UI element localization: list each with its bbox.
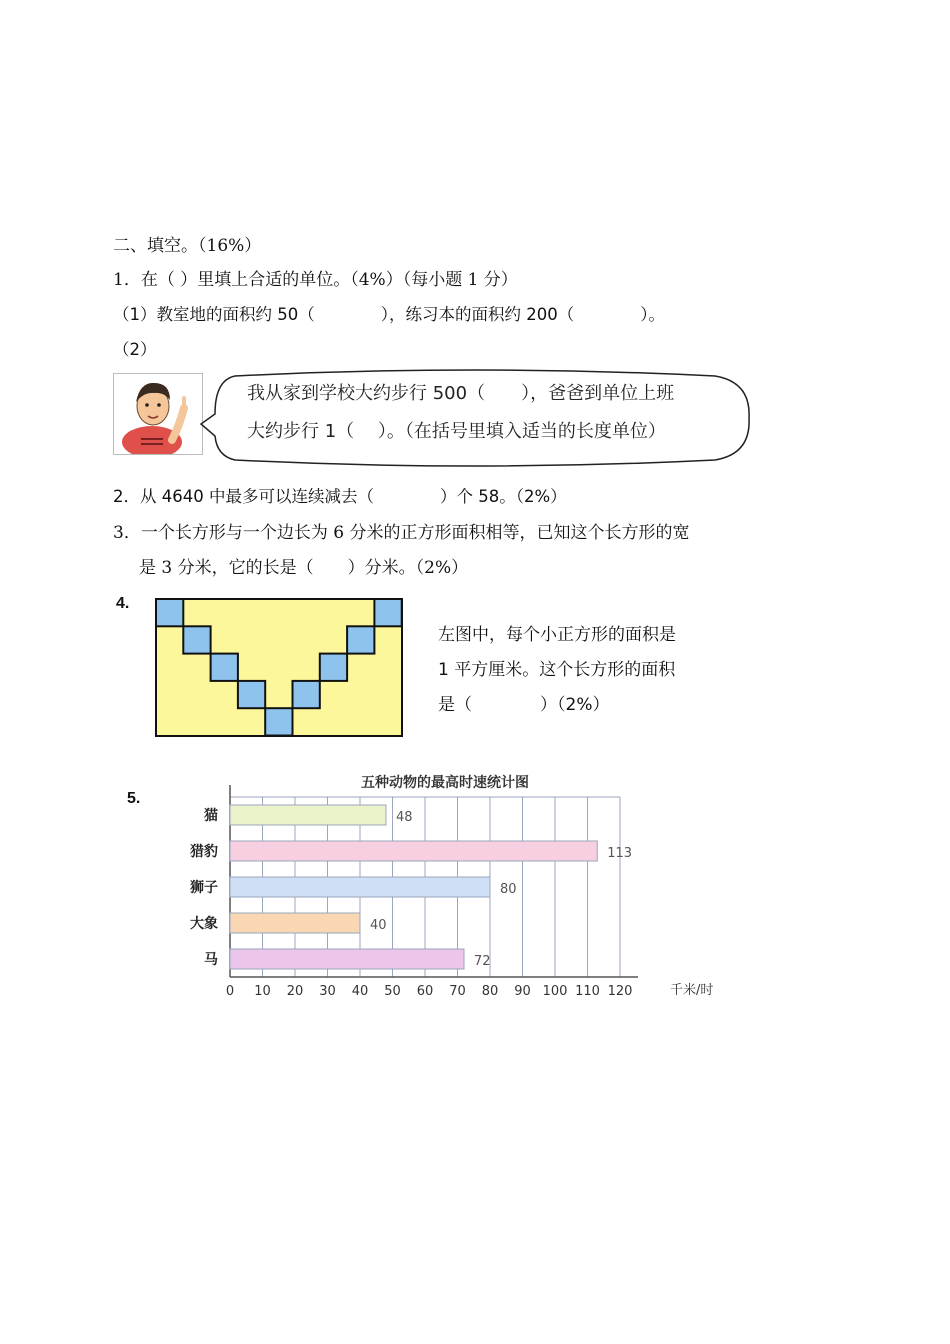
q4-number: 4.	[116, 595, 130, 612]
x-tick-label: 0	[225, 984, 235, 999]
x-tick-label: 60	[416, 984, 434, 999]
value-label: 40	[370, 918, 387, 933]
q4-line-3: 是（ ）（2%）	[438, 695, 610, 715]
unit-square	[238, 681, 265, 708]
unit-square	[211, 654, 238, 681]
x-tick-label: 30	[319, 984, 336, 999]
q4-line-2: 1 平方厘米。这个长方形的面积	[438, 660, 676, 680]
grid-figure	[155, 598, 405, 738]
q4-line-1: 左图中，每个小正方形的面积是	[438, 625, 676, 645]
unit-square	[374, 599, 401, 626]
boy-pointing-icon	[114, 374, 202, 454]
bar	[230, 913, 360, 933]
unit-square	[265, 708, 292, 735]
q2-text: 2．从 4640 中最多可以连续减去（ ）个 58。（2%）	[113, 487, 567, 506]
category-label: 猫	[204, 808, 218, 824]
q5-number: 5.	[127, 790, 141, 807]
value-label: 48	[396, 810, 413, 825]
q1-sub1: （1）教室地的面积约 50（ ），练习本的面积约 200（ ）。	[113, 305, 665, 324]
avatar	[113, 373, 203, 455]
x-tick-label: 110	[575, 984, 600, 999]
value-label: 72	[474, 954, 491, 969]
x-tick-label: 20	[286, 984, 304, 999]
x-tick-label: 90	[514, 984, 531, 999]
unit-square	[320, 654, 347, 681]
x-tick-label: 40	[351, 984, 369, 999]
q1-sub2: （2）	[113, 340, 157, 359]
x-tick-label: 70	[449, 984, 466, 999]
value-label: 113	[607, 846, 633, 861]
section-title: 二、填空。（16%）	[113, 236, 262, 256]
bar-chart	[160, 765, 720, 1005]
category-label: 狮子	[190, 880, 218, 896]
x-tick-label: 100	[542, 984, 568, 999]
bubble-line-2: 大约步行 1（ ）。（在括号里填入适当的长度单位）	[247, 421, 666, 442]
x-tick-label: 50	[384, 984, 401, 999]
bar	[230, 805, 386, 825]
x-tick-label: 120	[607, 984, 633, 999]
x-tick-label: 80	[481, 984, 499, 999]
bubble-line-1: 我从家到学校大约步行 500（ ），爸爸到单位上班	[247, 383, 675, 404]
unit-square	[293, 681, 320, 708]
unit-square	[156, 599, 183, 626]
unit-square	[347, 626, 374, 653]
bar	[230, 877, 490, 897]
category-label: 大象	[190, 916, 218, 932]
bar	[230, 949, 464, 969]
x-axis-label: 千米/时	[670, 983, 714, 998]
bar	[230, 841, 597, 861]
category-label: 马	[204, 952, 218, 968]
category-label: 猎豹	[190, 844, 218, 860]
chart-title: 五种动物的最高时速统计图	[361, 775, 529, 791]
value-label: 80	[500, 882, 517, 897]
x-tick-label: 10	[254, 984, 271, 999]
q3-line-2: 是 3 分米，它的长是（ ）分米。（2%）	[139, 558, 469, 578]
q1-stem: 1．在（ ）里填上合适的单位。（4%）（每小题 1 分）	[113, 270, 518, 290]
q3-line-1: 3．一个长方形与一个边长为 6 分米的正方形面积相等，已知这个长方形的宽	[113, 523, 690, 543]
unit-square	[183, 626, 210, 653]
